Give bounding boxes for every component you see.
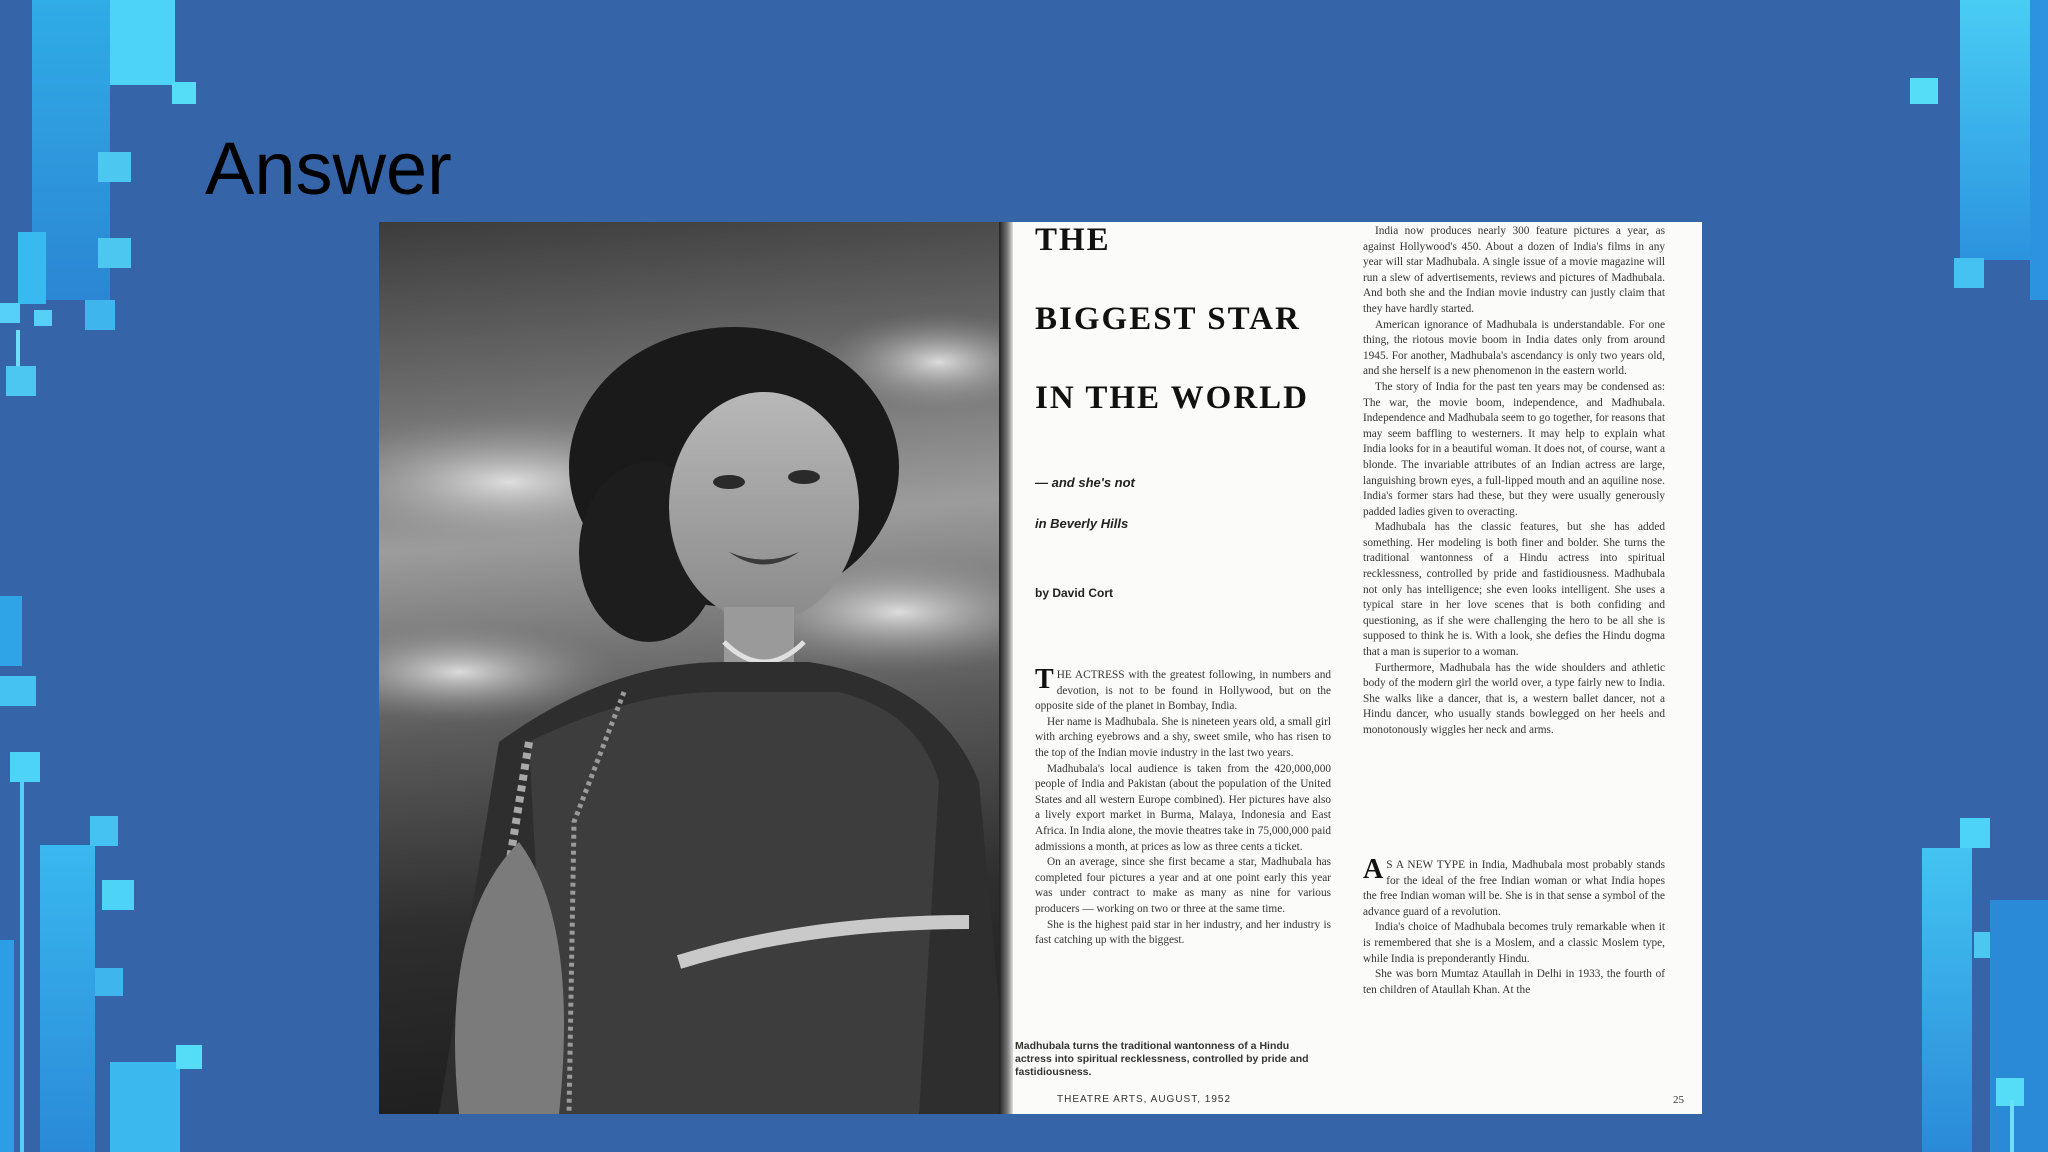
right-body-text (1363, 224, 1665, 739)
dropcap-a: A (1363, 854, 1384, 885)
body-paragraph-4: On an average, since she first became a star, Madhubala has completed four pictures a year and at one point early this year was under contract to make as many as nine for various producers — working on two or three at the same time. (1035, 856, 1331, 915)
body-paragraph-2: Her name is Madhubala. She is nineteen years old, a small girl with arching eyebrows and a shy, sweet smile, who has risen to the top of the Indian movie industry in the last two years. (1035, 715, 1331, 759)
dropcap-t: T (1035, 664, 1054, 695)
photo-caption: Madhubala turns the traditional wantonness of a Hindu actress into spiritual recklessness, controlled by pride and fastidiousness. (1015, 1040, 1309, 1078)
right-page (1363, 222, 1702, 1114)
right-paragraph-1: India now produces nearly 300 feature pictures a year, as against Hollywood's 450. About a dozen of India's films in any year will star Madhubala. A single issue of a movie magazine will run a slew of advertisements, reviews and pictures of Madhubala. And both she and the Indian movie industry can justly claim that they have hardly started. (1363, 225, 1665, 315)
headline-line-1: THE (1035, 222, 1111, 258)
decor-right (1900, 0, 2048, 1152)
right-paragraph-2: American ignorance of Madhubala is understandable. For one thing, the riotous movie boom in India dates only from around 1945. For another, Madhubala's ascendancy is only two years old, and she herself is a new phenomenon in the eastern world. (1363, 318, 1665, 378)
right-paragraph-8: She was born Mumtaz Ataullah in Delhi in 1933, the fourth of ten children of Ataullah Khan. At the (1363, 968, 1665, 996)
page-number: 25 (1673, 1094, 1684, 1106)
headline-line-3: IN THE WORLD (1035, 380, 1310, 416)
right-paragraph-5: Furthermore, Madhubala has the wide shoulders and athletic body of the modern girl the world over, a type fairly new to India. She walks like a dancer, that is, a western ballet dancer, not a Hindu dancer, who usually stands bowlegged on her heels and monotonously wiggles her neck and arms. (1363, 661, 1665, 736)
subhead-line-1: — and she's not (1035, 475, 1135, 490)
slide-title: Answer (205, 127, 452, 210)
right-paragraph-6: A S A NEW TYPE in India, Madhubala most probably stands for the ideal of the free Indian woman or what India hopes the free Indian woman will be. She is in that sense a symbol of the advance guard of a revolution. (1363, 854, 1665, 918)
body-paragraph-3: Madhubala's local audience is taken from the 420,000,000 people of India and Pakistan (about the population of the United States and all western Europe combined). Her pictures have also a lively export market in Burma, Malaya, Indonesia and East Africa. In India alone, the movie theatres take in 75,000,000 paid admissions a month, at prices as low as three cents a ticket. (1035, 762, 1331, 853)
decor-left (0, 0, 210, 1152)
headline-line-2: BIGGEST STAR (1035, 301, 1301, 337)
actress-photo (379, 222, 1009, 1114)
right-body-text-2 (1363, 854, 1665, 998)
right-paragraph-7: India's choice of Madhubala becomes truly remarkable when it is remembered that she is a Moslem, and a classic Moslem type, while India is preponderantly Hindu. (1363, 921, 1665, 965)
magazine-footer: THEATRE ARTS, AUGUST, 1952 (1057, 1094, 1232, 1105)
subhead-line-2: in Beverly Hills (1035, 516, 1129, 531)
magazine-spread (379, 222, 1702, 1114)
right-paragraph-4: Madhubala has the classic features, but she has added something. Her modeling is both finer and bolder. She turns the traditional wantonness of a Hindu actress into spiritual recklessness, controlled by pride and fastidiousness. Madhubala not only has intelligence; she even looks intelligent. She uses a typical stare in her love scenes that is both confiding and questioning, as if she were challenging the hero to be all she is supposed to think he is. With a look, she defies the Hindu dogma that a man is superior to a woman. (1363, 521, 1665, 659)
page-gutter (999, 222, 1013, 1114)
body-paragraph-5: She is the highest paid star in her industry, and her industry is fast catching up with the biggest. (1035, 918, 1331, 947)
left-body-text (1035, 664, 1331, 949)
right-paragraph-3: The story of India for the past ten years may be condensed as: The war, the movie boom, independence, and Madhubala. Independence and Madhubala seem to go together, for reasons that may seem baffling to westerners. It may help to explain what India looks for in a beautiful woman. It does not, of course, want a blonde. The invariable attributes of an Indian actress are large, languishing brown eyes, a full-lipped mouth and an aquiline nose. India's former stars had these, but they were usually generously padded ladies given to overacting. (1363, 380, 1665, 518)
left-page (1013, 222, 1361, 1114)
byline: by David Cort (1035, 586, 1114, 600)
actress-illustration (379, 222, 1009, 1114)
body-paragraph-1: THE ACTRESS with the greatest following, in numbers and devotion, is not to be found in Hollywood, but on the opposite side of the planet in Bombay, India. (1035, 664, 1331, 713)
